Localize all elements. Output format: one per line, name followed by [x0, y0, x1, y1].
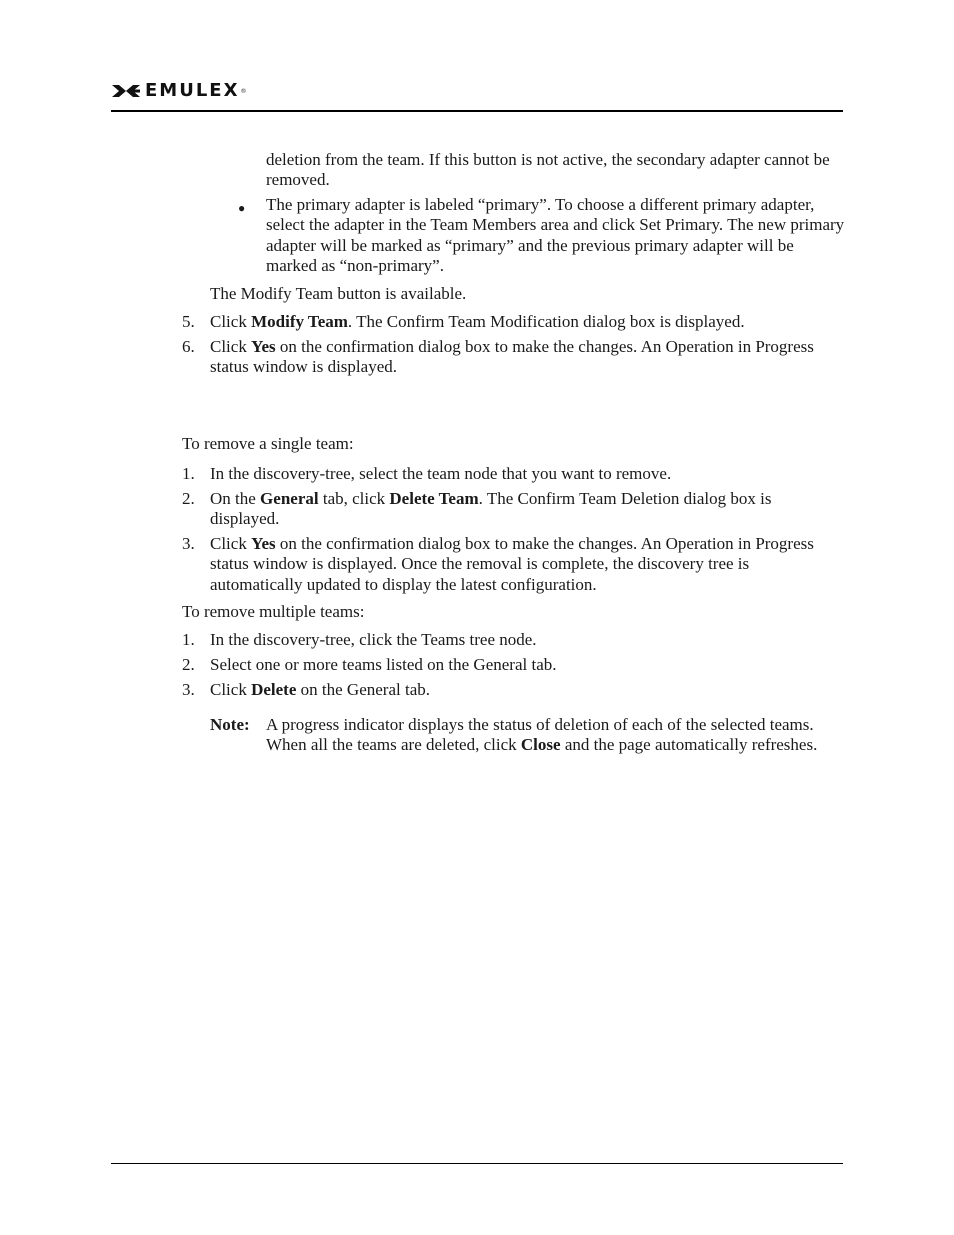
yes-label: Yes: [251, 337, 276, 356]
step-5: Click Modify Team. The Confirm Team Modification dialog box is displayed.: [210, 312, 745, 331]
step-6: Click Yes on the confirmation dialog box to make the changes. An Operation in Progress status window is displayed.: [210, 337, 814, 377]
bullet-primary-adapter: The primary adapter is labeled “primary”. To choose a different primary adapter, select the adapter in the Team Members area and click Set Primary. The new primary adapter will be marked as “primary” and the previous primary adapter will be marked as “non-primary”.: [266, 195, 845, 276]
step-number: 2.: [182, 655, 195, 674]
delete-label: Delete: [251, 680, 297, 699]
bullet-dot: ●: [238, 201, 246, 215]
multiple-step-2: Select one or more teams listed on the General tab.: [210, 655, 557, 674]
multiple-step-1: In the discovery-tree, click the Teams tree node.: [210, 630, 537, 649]
page-header: [111, 78, 843, 112]
single-step-2: On the General tab, click Delete Team. The Confirm Team Deletion dialog box is displayed.: [210, 489, 772, 529]
emulex-logo: [111, 80, 246, 102]
note-text: A progress indicator displays the status of deletion of each of the selected teams. When all the teams are deleted, click Close and the page automatically refreshes.: [266, 715, 818, 755]
close-label: Close: [520, 735, 561, 755]
step-number: 5.: [182, 312, 195, 331]
step-number: 3.: [182, 534, 195, 553]
logo-text: EMULEX: [145, 80, 240, 101]
continued-bullet-text: deletion from the team. If this button is not active, the secondary adapter cannot be removed.: [266, 150, 830, 190]
remove-multiple-intro: To remove multiple teams:: [182, 602, 365, 621]
step-number: 1.: [182, 630, 195, 649]
footer-rule: [111, 1163, 843, 1164]
step-number: 3.: [182, 680, 195, 699]
yes-label: Yes: [251, 534, 276, 553]
single-step-3: Click Yes on the confirmation dialog box to make the changes. An Operation in Progress status window is displayed. Once the removal is complete, the discovery tree is automatically updated to display the latest configuration.: [210, 534, 814, 594]
multiple-step-3: Click Delete on the General tab.: [210, 680, 430, 699]
remove-single-intro: To remove a single team:: [182, 434, 354, 453]
logo-trademark: ®: [240, 87, 247, 95]
step-number: 2.: [182, 489, 195, 508]
note-label: Note:: [210, 715, 250, 734]
general-tab-label: General: [260, 489, 319, 508]
emulex-logo-icon: [111, 83, 141, 99]
step-number: 1.: [182, 464, 195, 483]
delete-team-label: Delete Team: [389, 489, 479, 508]
step-number: 6.: [182, 337, 195, 356]
single-step-1: In the discovery-tree, select the team node that you want to remove.: [210, 464, 672, 483]
modify-team-label: Modify Team: [251, 312, 348, 331]
modify-available-text: The Modify Team button is available.: [210, 284, 467, 303]
